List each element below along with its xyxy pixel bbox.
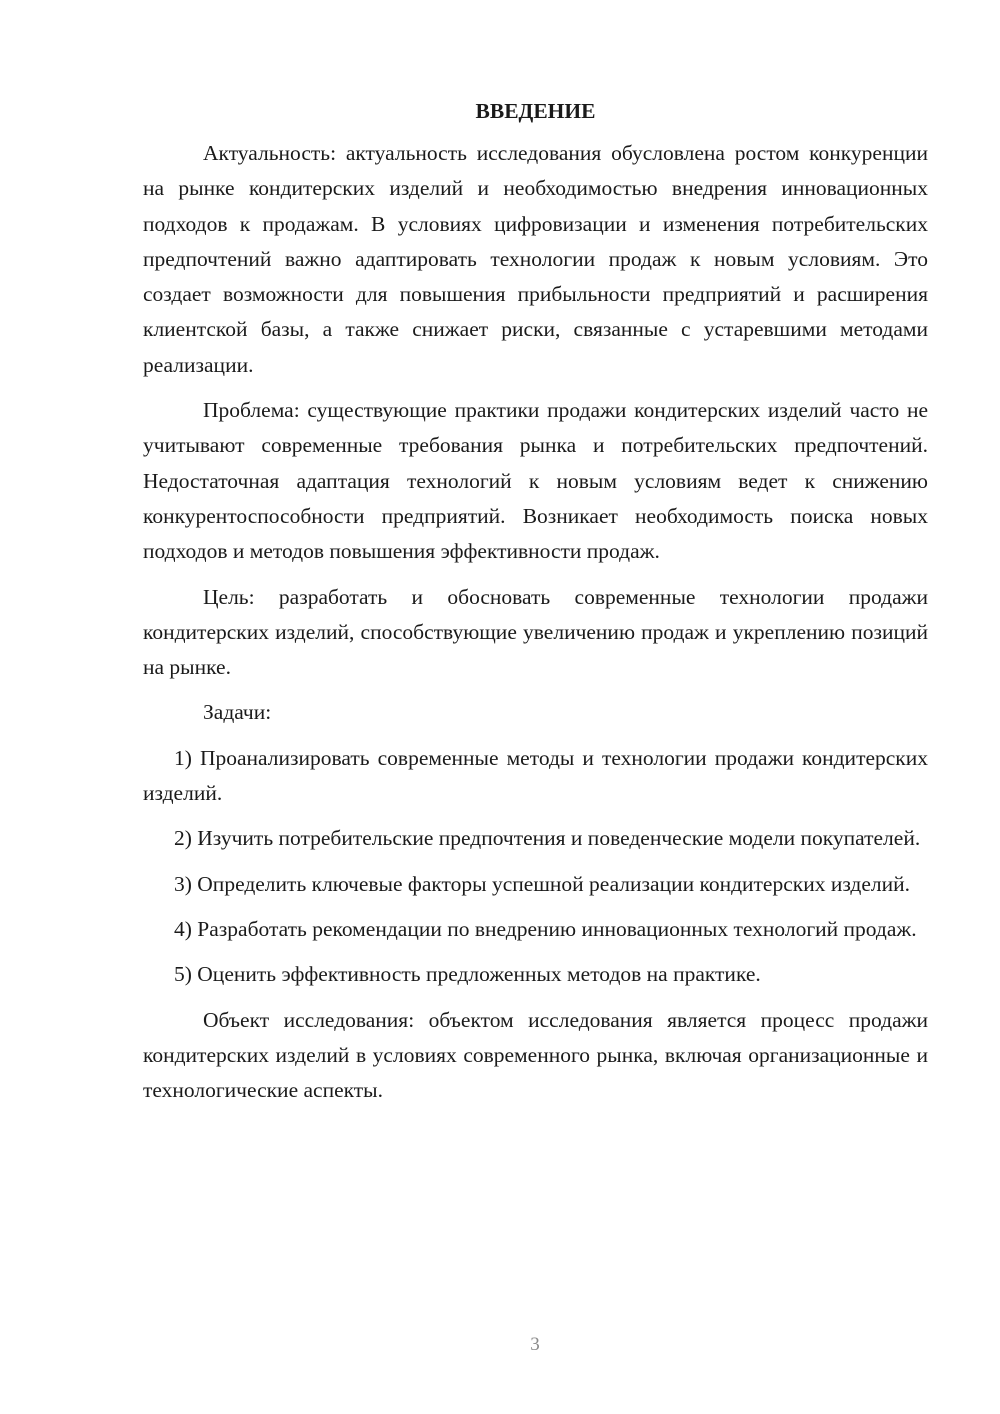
task-item: 2) Изучить потребительские предпочтения и поведенческие модели покупателей. bbox=[174, 826, 921, 851]
tasks-label: Задачи: bbox=[203, 700, 272, 725]
page-number: 3 bbox=[530, 1334, 540, 1355]
task-item: 4) Разработать рекомендации по внедрению инновационных технологий продаж. bbox=[174, 916, 917, 941]
relevance-paragraph: Актуальность: актуальность исследования обусловлена ростом конкуренции на рынке кондитерских изделий и необходимостью внедрения инновационных подходов к продажам. В условиях цифровизации и изменения потребительских предпочтений важно адаптировать технологии продаж к новым условиям. Это создает возможности для повышения прибыльности предприятий и расширения клиентской базы, а также снижает риски, связанные с устаревшими методами реализации. bbox=[143, 141, 928, 377]
object-paragraph: Объект исследования: объектом исследования является процесс продажи кондитерских изделий в условиях современного рынка, включая организационные и технологические аспекты. bbox=[143, 1007, 928, 1103]
task-item: 3) Определить ключевые факторы успешной реализации кондитерских изделий. bbox=[174, 871, 911, 896]
goal-paragraph: Цель: разработать и обосновать современные технологии продажи кондитерских изделий, способствующие увеличению продаж и укреплению позиций на рынке. bbox=[143, 584, 928, 680]
task-item: 1) Проанализировать современные методы и технологии продажи кондитерских изделий. bbox=[143, 745, 928, 806]
document-page bbox=[143, 96, 928, 1108]
problem-paragraph: Проблема: существующие практики продажи кондитерских изделий часто не учитывают современные требования рынка и потребительских предпочтений. Недостаточная адаптация технологий к новым условиям ведет к снижению конкурентоспособности предприятий. Возникает необходимость поиска новых подходов и методов повышения эффективности продаж. bbox=[143, 398, 928, 564]
section-title: ВВЕДЕНИЕ bbox=[475, 99, 596, 123]
task-item: 5) Оценить эффективность предложенных методов на практике. bbox=[174, 962, 761, 987]
